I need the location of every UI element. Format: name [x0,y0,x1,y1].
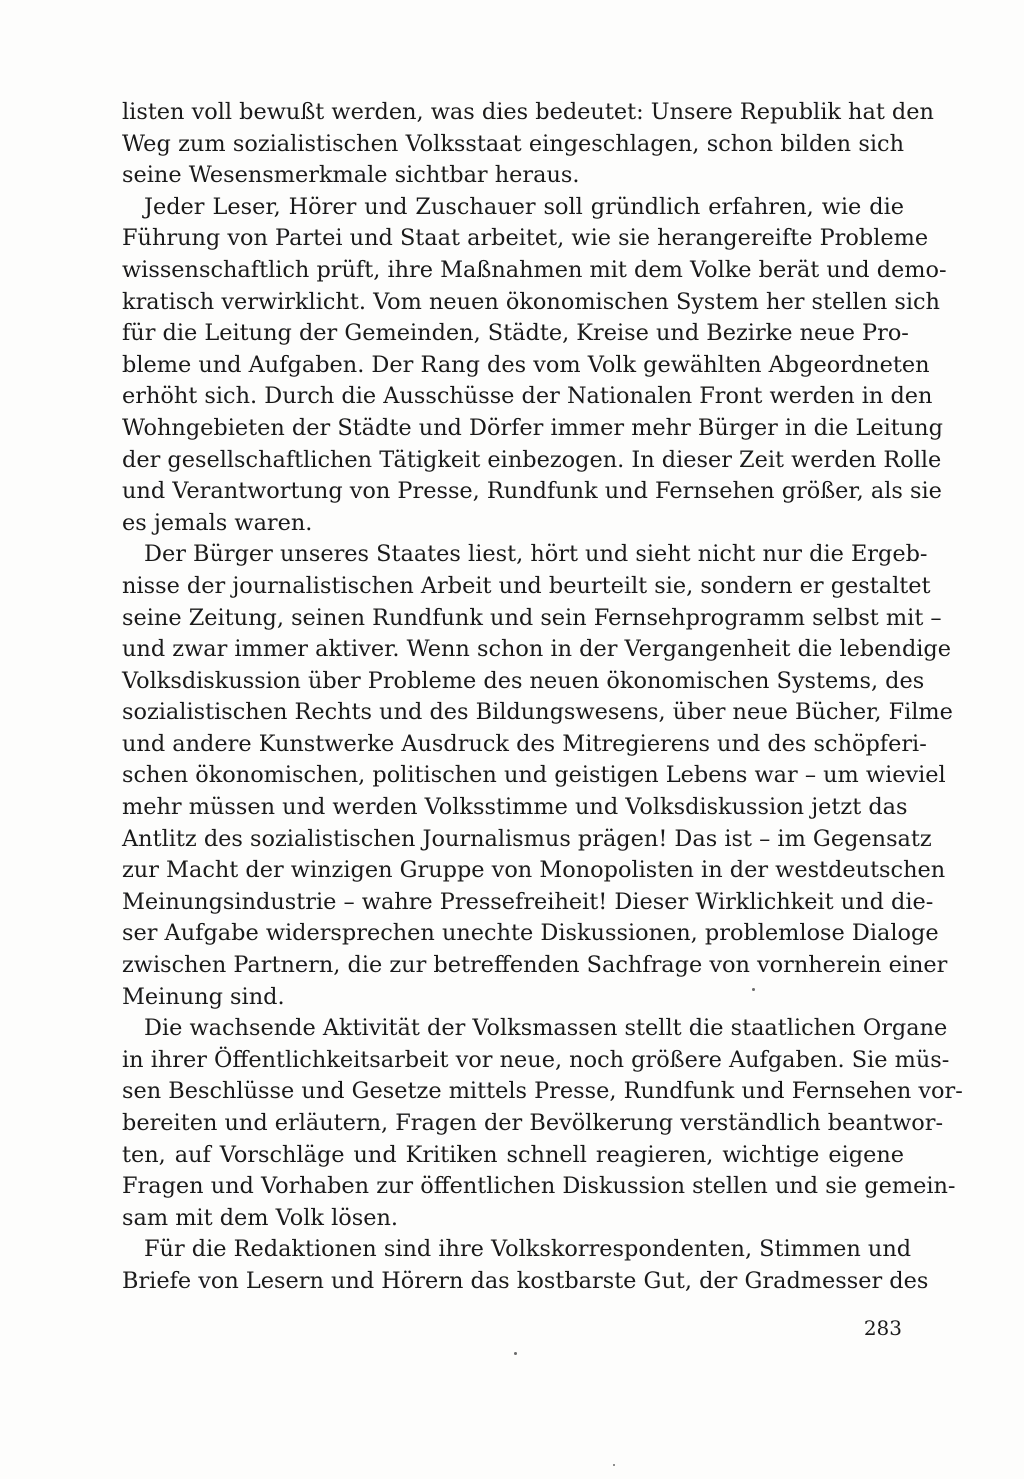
text-line: es jemals waren. [122,509,313,536]
text-line: sen Beschlüsse und Gesetze mittels Presse, Rundfunk und Fernsehen vor- [122,1078,963,1105]
text-line: wissenschaftlich prüft, ihre Maßnahmen mit dem Volke berät und demo- [122,256,947,283]
text-line: Jeder Leser, Hörer und Zuschauer soll gründlich erfahren, wie die [144,193,904,220]
paragraph [122,192,947,540]
text-line: zwischen Partnern, die zur betreffenden Sachfrage von vornherein einer [122,952,948,979]
text-line: seine Zeitung, seinen Rundfunk und sein Fernsehprogramm selbst mit – [122,604,942,631]
paragraph [122,97,934,192]
text-line: Weg zum sozialistischen Volksstaat eingeschlagen, schon bilden sich [122,130,904,157]
text-line: ten, auf Vorschläge und Kritiken schnell reagieren, wichtige eigene [122,1141,904,1168]
paragraph [122,1234,929,1297]
text-line: listen voll bewußt werden, was dies bedeutet: Unsere Republik hat den [122,99,934,125]
print-speck [613,1464,615,1466]
text-line: Briefe von Lesern und Hörern das kostbarste Gut, der Gradmesser des [122,1267,929,1294]
text-line: mehr müssen und werden Volksstimme und Volksdiskussion jetzt das [122,794,908,821]
text-line: Fragen und Vorhaben zur öffentlichen Diskussion stellen und sie gemein- [122,1173,956,1200]
text-line: und zwar immer aktiver. Wenn schon in der Vergangenheit die lebendige [122,636,952,663]
text-line: erhöht sich. Durch die Ausschüsse der Nationalen Front werden in den [122,383,933,410]
text-line: ser Aufgabe widersprechen unechte Diskussionen, problemlose Dialoge [122,920,939,947]
paragraph [122,539,953,1013]
text-line: nisse der journalistischen Arbeit und beurteilt sie, sondern er gestaltet [122,572,931,599]
text-line: Die wachsende Aktivität der Volksmassen stellt die staatlichen Organe [144,1015,948,1042]
text-line: sozialistischen Rechts und des Bildungswesens, über neue Bücher, Filme [122,699,953,726]
text-line: und andere Kunstwerke Ausdruck des Mitregierens und des schöpferi- [122,730,927,757]
text-line: bereiten und erläutern, Fragen der Bevölkerung verständlich beantwor- [122,1110,944,1136]
text-line: zur Macht der winzigen Gruppe von Monopolisten in der westdeutschen [122,857,946,884]
print-speck [752,988,755,991]
text-line: seine Wesensmerkmale sichtbar heraus. [122,162,580,189]
print-speck [514,1352,517,1355]
text-line: kratisch verwirklicht. Vom neuen ökonomischen System her stellen sich [122,288,940,315]
text-line: schen ökonomischen, politischen und geistigen Lebens war – um wieviel [122,762,946,789]
text-line: Antlitz des sozialistischen Journalismus prägen! Das ist – im Gegensatz [122,825,932,852]
text-line: und Verantwortung von Presse, Rundfunk und Fernsehen größer, als sie [122,478,942,505]
text-line: für die Leitung der Gemeinden, Städte, Kreise und Bezirke neue Pro- [122,320,909,347]
text-line: Meinung sind. [122,983,285,1010]
body-text [122,97,963,1298]
text-line: Meinungsindustrie – wahre Pressefreiheit! Dieser Wirklichkeit und die- [122,888,934,915]
text-line: Führung von Partei und Staat arbeitet, wie sie herangereifte Probleme [122,225,929,252]
text-line: Der Bürger unseres Staates liest, hört und sieht nicht nur die Ergeb- [144,541,928,568]
text-line: in ihrer Öffentlichkeitsarbeit vor neue, noch größere Aufgaben. Sie müs- [122,1046,950,1073]
page-number: 283 [863,1316,902,1340]
text-line: Volksdiskussion über Probleme des neuen ökonomischen Systems, des [122,667,925,694]
text-line: Für die Redaktionen sind ihre Volkskorrespondenten, Stimmen und [144,1236,912,1263]
text-line: bleme und Aufgaben. Der Rang des vom Volk gewählten Abgeordneten [122,351,930,378]
text-line: sam mit dem Volk lösen. [122,1204,398,1231]
text-line: Wohngebieten der Städte und Dörfer immer mehr Bürger in die Leitung [122,414,943,441]
text-line: der gesellschaftlichen Tätigkeit einbezogen. In dieser Zeit werden Rolle [122,446,942,473]
paragraph [122,1013,963,1234]
